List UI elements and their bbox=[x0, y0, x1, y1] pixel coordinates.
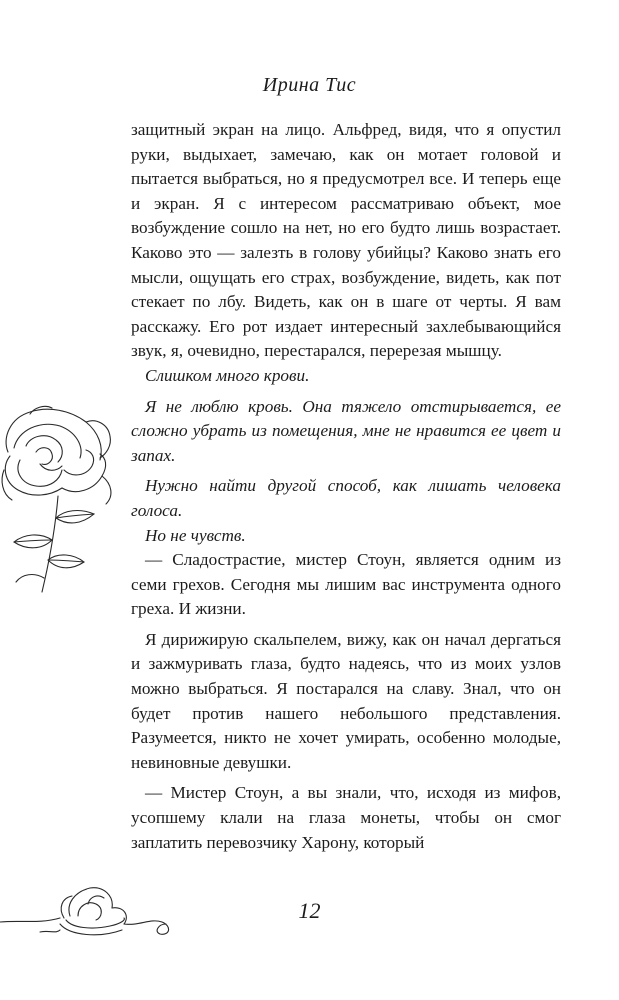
paragraph-italic: Слишком много крови. bbox=[145, 365, 310, 385]
peony-flower-illustration bbox=[0, 400, 150, 600]
running-header-author: Ирина Тис bbox=[262, 74, 357, 96]
paragraph: защитный экран на лицо. Альфред, видя, что я опустил руки, выдыхает, замечаю, как он мотает головой и пытается выбраться, но я предусмотрел все. И теперь еще и экран. Я с интересом рассматриваю объект, мое возбуждение сошло на нет, но его будто лишь возрастает. Каково это — залезть в голову убийцы? Каково знать его мысли, ощущать его страх, возбуждение, видеть, как пот стекает по лбу. Видеть, как он в шаге от черты. Я вам расскажу. Его рот издает интересный захлебывающийся звук, я, очевидно, перестарался, перерезая мышцу. bbox=[131, 120, 561, 361]
page-number: 12 bbox=[298, 898, 321, 923]
paragraph-italic: Но не чувств. bbox=[145, 525, 246, 545]
paragraph-italic: Я не люблю кровь. Она тяжело отстирывается, ее сложно убрать из помещения, мне не нравится ее цвет и запах. bbox=[131, 396, 561, 465]
body-text bbox=[131, 118, 561, 855]
paragraph-italic: Нужно найти другой способ, как лишать человека голоса. bbox=[131, 476, 561, 520]
paragraph: Я дирижирую скальпелем, вижу, как он начал дергаться и зажмуривать глаза, будто надеясь, что из моих узлов можно выбраться. Я постарался на славу. Знал, что он будет против нашего небольшого представления. Разумеется, никто не хочет умирать, особенно молодые, невиновные девушки. bbox=[131, 629, 561, 772]
paragraph: — Мистер Стоун, а вы знали, что, исходя из мифов, усопшему клали на глаза монеты, чтобы он смог заплатить перевозчику Харону, который bbox=[131, 783, 561, 852]
paragraph: — Сладострастие, мистер Стоун, является одним из семи грехов. Сегодня мы лишим вас инструмента одного греха. И жизни. bbox=[131, 550, 561, 619]
